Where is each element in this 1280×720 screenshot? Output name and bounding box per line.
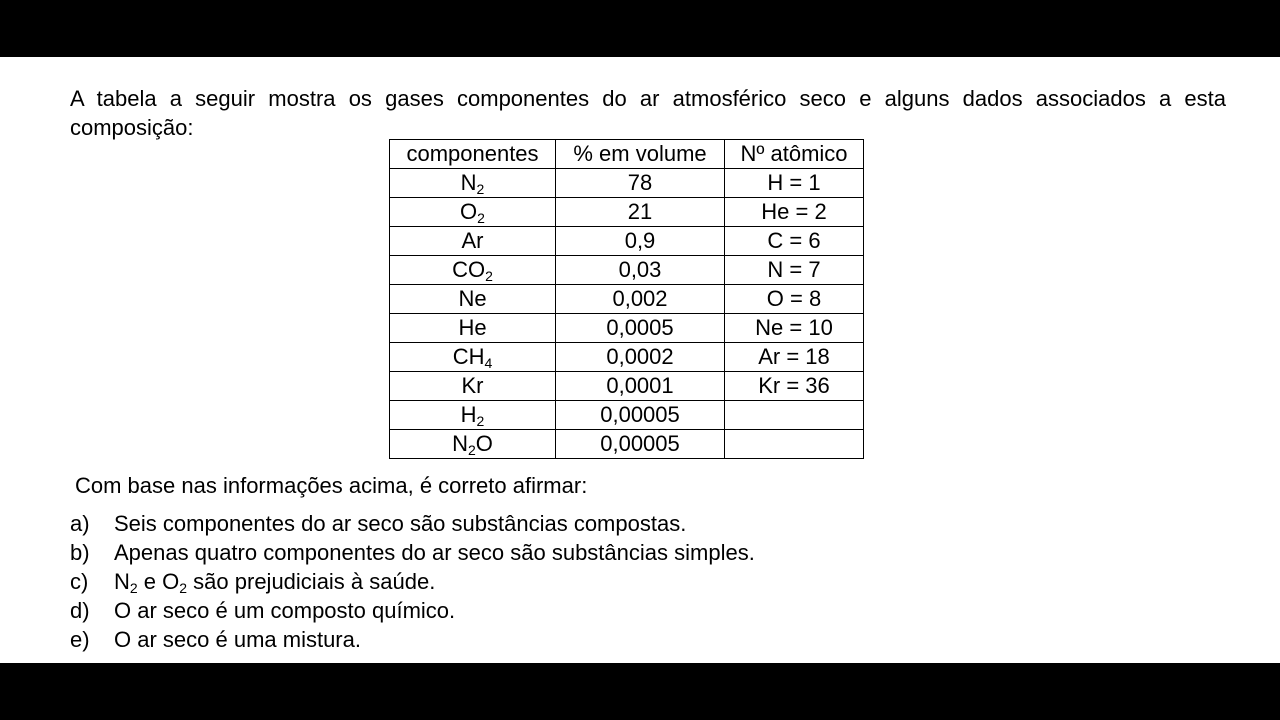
option-a[interactable] <box>70 509 755 538</box>
answer-options <box>70 509 755 654</box>
atomic-cell: O = 8 <box>725 285 864 314</box>
volume-cell: 0,0005 <box>556 314 725 343</box>
atomic-cell: H = 1 <box>725 169 864 198</box>
volume-cell: 0,9 <box>556 227 725 256</box>
table-row <box>390 169 864 198</box>
component-cell: $H_2$ <box>390 401 556 430</box>
header-atomic-number: Nº atômico <box>725 140 864 169</box>
table-row <box>390 227 864 256</box>
table-row <box>390 343 864 372</box>
atomic-cell: Kr = 36 <box>725 372 864 401</box>
atomic-cell: Ne = 10 <box>725 314 864 343</box>
header-components: componentes <box>390 140 556 169</box>
table-row <box>390 198 864 227</box>
question-stem: Com base nas informações acima, é correto afirmar: <box>75 473 588 498</box>
component-cell: $N_2O$ <box>390 430 556 459</box>
volume-cell: 21 <box>556 198 725 227</box>
component-cell: Kr <box>390 372 556 401</box>
table-header-row <box>390 140 864 169</box>
option-letter: b) <box>70 540 90 565</box>
option-letter: c) <box>70 569 89 594</box>
table-row <box>390 285 864 314</box>
table-row <box>390 372 864 401</box>
option-text: Apenas quatro componentes do ar seco são substâncias simples. <box>114 540 755 565</box>
atomic-cell: He = 2 <box>725 198 864 227</box>
gas-composition-table <box>389 139 864 459</box>
option-text: Seis componentes do ar seco são substâncias compostas. <box>114 511 687 536</box>
volume-cell: 0,03 <box>556 256 725 285</box>
atomic-cell: N = 7 <box>725 256 864 285</box>
component-cell: $CO_2$ <box>390 256 556 285</box>
volume-cell: 78 <box>556 169 725 198</box>
option-letter: e) <box>70 627 90 652</box>
table-row <box>390 256 864 285</box>
volume-cell: 0,0002 <box>556 343 725 372</box>
intro-text: A tabela a seguir mostra os gases componentes do ar atmosférico seco e alguns dados associados a esta composição: <box>70 86 1226 140</box>
option-letter: d) <box>70 598 90 623</box>
atomic-cell: C = 6 <box>725 227 864 256</box>
option-text: O ar seco é uma mistura. <box>114 627 361 652</box>
option-text: $N_2$ e $O_2$ são prejudiciais à saúde. <box>114 569 436 596</box>
table-row <box>390 430 864 459</box>
volume-cell: 0,0001 <box>556 372 725 401</box>
volume-cell: 0,00005 <box>556 430 725 459</box>
component-cell: $N_2$ <box>390 169 556 198</box>
component-cell: Ne <box>390 285 556 314</box>
table-row <box>390 314 864 343</box>
atomic-cell <box>725 430 864 459</box>
component-cell: He <box>390 314 556 343</box>
volume-cell: 0,002 <box>556 285 725 314</box>
component-cell: Ar <box>390 227 556 256</box>
header-volume-percent: % em volume <box>556 140 725 169</box>
table-row <box>390 401 864 430</box>
option-e[interactable] <box>70 625 755 654</box>
component-cell: $CH_4$ <box>390 343 556 372</box>
option-c[interactable] <box>70 567 755 596</box>
atomic-cell: Ar = 18 <box>725 343 864 372</box>
slide <box>0 57 1280 663</box>
component-cell: $O_2$ <box>390 198 556 227</box>
option-text: O ar seco é um composto químico. <box>114 598 456 623</box>
option-letter: a) <box>70 511 90 536</box>
option-b[interactable] <box>70 538 755 567</box>
volume-cell: 0,00005 <box>556 401 725 430</box>
atomic-cell <box>725 401 864 430</box>
option-d[interactable] <box>70 596 755 625</box>
